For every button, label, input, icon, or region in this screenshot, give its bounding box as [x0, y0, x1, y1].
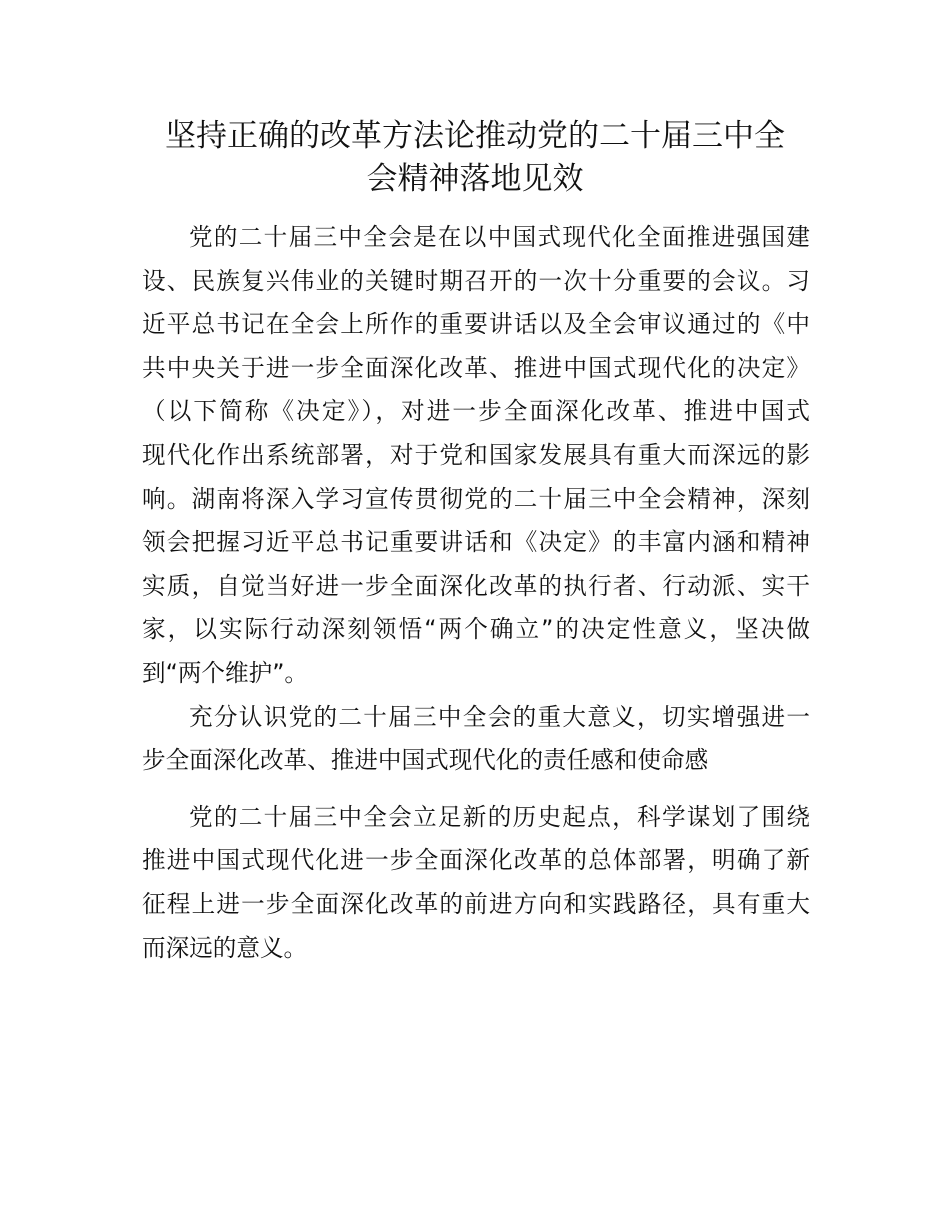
text-line: 党的二十届三中全会是在以中国式现代化全面推进强国建 — [189, 223, 810, 251]
text-line: 到“两个维护”。 — [142, 658, 309, 687]
text-line: 而深远的意义。 — [142, 933, 308, 962]
text-line: 共中央关于进一步全面深化改革、推进中国式现代化的决定》 — [142, 353, 810, 382]
text-line: 充分认识党的二十届三中全会的重大意义，切实增强进一 — [189, 702, 810, 731]
text-line: 领会把握习近平总书记重要讲话和《决定》的丰富内涵和精神 — [142, 528, 810, 557]
document-title — [100, 115, 850, 201]
text-line: 设、民族复兴伟业的关键时期召开的一次十分重要的会议。习 — [142, 266, 810, 295]
text-line: 近平总书记在全会上所作的重要讲话以及全会审议通过的《中 — [142, 310, 810, 339]
text-line: 实质，自觉当好进一步全面深化改革的执行者、行动派、实干 — [142, 571, 810, 600]
text-line: 推进中国式现代化进一步全面深化改革的总体部署，明确了新 — [142, 846, 810, 875]
title-line: 会精神落地见效 — [366, 161, 584, 197]
text-line: 征程上进一步全面深化改革的前进方向和实践路径，具有重大 — [142, 889, 810, 918]
section-heading-paragraph — [142, 696, 810, 783]
text-line: 党的二十届三中全会立足新的历史起点，科学谋划了围绕 — [189, 802, 810, 831]
text-line: 现代化作出系统部署，对于党和国家发展具有重大而深远的影 — [142, 440, 810, 469]
document-body — [142, 216, 810, 970]
text-line: （以下简称《决定》），对进一步全面深化改革、推进中国式 — [142, 397, 810, 426]
paragraph-intro — [142, 216, 810, 696]
text-line: 响。湖南将深入学习宣传贯彻党的二十届三中全会精神，深刻 — [142, 484, 810, 513]
text-line: 步全面深化改革、推进中国式现代化的责任感和使命感 — [142, 746, 709, 775]
title-line: 坚持正确的改革方法论推动党的二十届三中全 — [165, 118, 785, 154]
text-line: 家，以实际行动深刻领悟“两个确立”的决定性意义，坚决做 — [142, 615, 810, 644]
paragraph-significance — [142, 796, 810, 970]
